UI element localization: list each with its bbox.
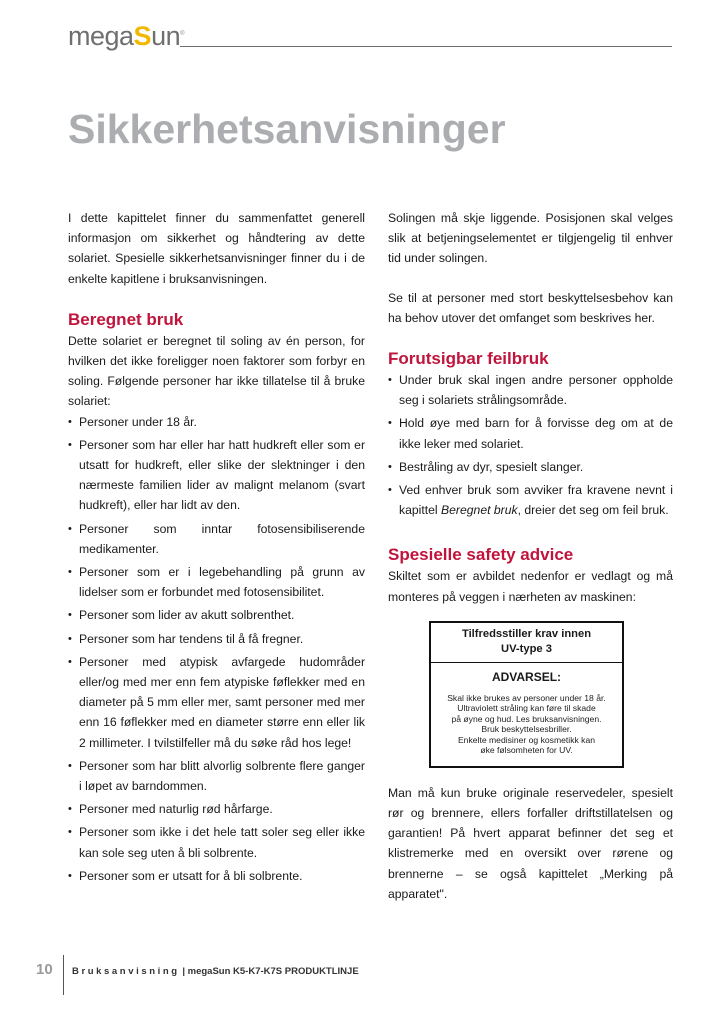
list-item: • Personer som har eller har hatt hudkreft eller som er utsatt for hudkreft, eller slike der slektninger i den nærmeste familien lider av malignt melanom (svart hudkreft), eller har lidt av den. <box>68 435 365 516</box>
section-heading-safety-advice: Spesielle safety advice <box>388 545 574 565</box>
list-item-text: , dreier det seg om feil bruk. <box>517 503 669 518</box>
footer-product-line: megaSun K5-K7-K7S PRODUKTLINJE <box>187 966 359 977</box>
sign-top-line: UV-type 3 <box>501 642 552 655</box>
list-item: • Bestråling av dyr, spesielt slanger. <box>388 457 673 477</box>
footer-text <box>72 966 359 977</box>
list-item: • Personer som ikke i det hele tatt soler seg eller ikke kan sole seg uten å bli solbrente. <box>68 822 365 862</box>
list-item: • Personer som er utsatt for å bli solbrente. <box>68 866 365 886</box>
page-title: Sikkerhetsanvisninger <box>68 106 506 152</box>
sign-body-line: øke følsomheten for UV. <box>480 745 573 756</box>
footer-doc-type: Bruksanvisning <box>72 966 180 977</box>
sign-body-line: Bruk beskyttelsesbriller. <box>481 724 572 735</box>
header-divider <box>180 46 672 47</box>
page-number: 10 <box>36 961 53 978</box>
list-item: • Hold øye med barn for å forvisse deg om at de ikke leker med solariet. <box>388 413 673 453</box>
section-heading-beregnet-bruk: Beregnet bruk <box>68 309 184 329</box>
protection-needs-paragraph: Se til at personer med stort beskyttelsesbehov kan ha behov utover det omfanget som beskrives her. <box>388 290 673 325</box>
list-item: • Personer som har blitt alvorlig solbrente flere ganger i løpet av barndommen. <box>68 756 365 796</box>
footer-separator: | <box>182 966 185 977</box>
sign-warning-body <box>431 685 622 766</box>
list-item: • Personer som har tendens til å få fregner. <box>68 629 365 649</box>
restricted-persons-list <box>68 412 365 886</box>
logo-text-prefix: mega <box>68 21 134 51</box>
sign-body-line: Enkelte medisiner og kosmetikk kan <box>457 734 596 745</box>
footer-divider <box>63 955 64 995</box>
list-item: • Personer som inntar fotosensibiliserende medikamenter. <box>68 519 365 559</box>
warning-sign <box>429 621 624 768</box>
list-item <box>388 480 673 520</box>
sign-body-line: Ultraviolett stråling kan føre til skade <box>457 703 596 714</box>
list-item: • Personer med naturlig rød hårfarge. <box>68 799 365 819</box>
list-item: • Personer som lider av akutt solbrenthet. <box>68 605 365 625</box>
sign-body-line: Skal ikke brukes av personer under 18 år. <box>447 692 606 703</box>
logo-text-suffix: un <box>151 21 181 51</box>
megasun-logo <box>68 20 184 52</box>
right-column <box>388 208 673 904</box>
sign-top-line: Tilfredsstiller krav innen <box>461 627 592 640</box>
sign-uv-type-header <box>431 623 622 663</box>
registered-mark-icon: ® <box>180 31 185 37</box>
list-item: • Under bruk skal ingen andre personer oppholde seg i solariets strålingsområde. <box>388 370 673 410</box>
left-column <box>68 208 365 886</box>
spare-parts-paragraph: Man må kun bruke originale reservedeler, spesielt rør og brennere, ellers forfaller driftstillatelsen og garantien! På hvert apparat befinner det seg et klistremerke med en oversikt over rørene og brennerne – se også kapittelet „Merking på apparatet". <box>388 785 673 901</box>
list-item: • Personer som er i legebehandling på grunn av lidelser som er forbundet med fotosensibilitet. <box>68 562 365 602</box>
list-item: • Personer under 18 år. <box>68 412 365 432</box>
list-item-text: Ved enhver bruk som avviker fra kravene nevnt i kapittel <box>399 483 673 518</box>
sign-body-line: på øyne og hud. Les bruksanvisningen. <box>451 713 602 724</box>
logo-sun-s: S <box>133 21 152 51</box>
sign-warning-title: ADVARSEL: <box>491 669 562 684</box>
intro-paragraph: I dette kapittelet finner du sammenfattet generell informasjon om sikkerhet og håndtering av dette solariet. Spesielle sikkerhetsanvisninger finner du i de enkelte kapitlene i bruksanvisningen. <box>68 211 365 286</box>
section-heading-forutsigbar-feilbruk: Forutsigbar feilbruk <box>388 349 549 369</box>
positioning-paragraph: Solingen må skje liggende. Posisjonen skal velges slik at betjeningselementet er tilgjengelig til enhver tid under solingen. <box>388 211 673 266</box>
misuse-list <box>388 370 673 520</box>
chapter-reference: Beregnet bruk <box>441 503 518 518</box>
beregnet-bruk-intro: Dette solariet er beregnet til soling av én person, for hvilken det ikke foreligger noen faktorer som forbyr en soling. Følgende personer har ikke tillatelse til å bruke solariet: <box>68 333 365 409</box>
list-item: • Personer med atypisk avfargede hudområder eller/og med mer enn fem atypiske føflekker med en diameter på 5 mm eller mer, samt personer med mer enn 16 føflekker med en diameter større enn eller lik 2 millimeter. I tvilstilfeller må du søke råd hos lege! <box>68 652 365 753</box>
safety-advice-intro: Skiltet som er avbildet nedenfor er vedlagt og må monteres på veggen i nærheten av maskinen: <box>388 569 673 604</box>
